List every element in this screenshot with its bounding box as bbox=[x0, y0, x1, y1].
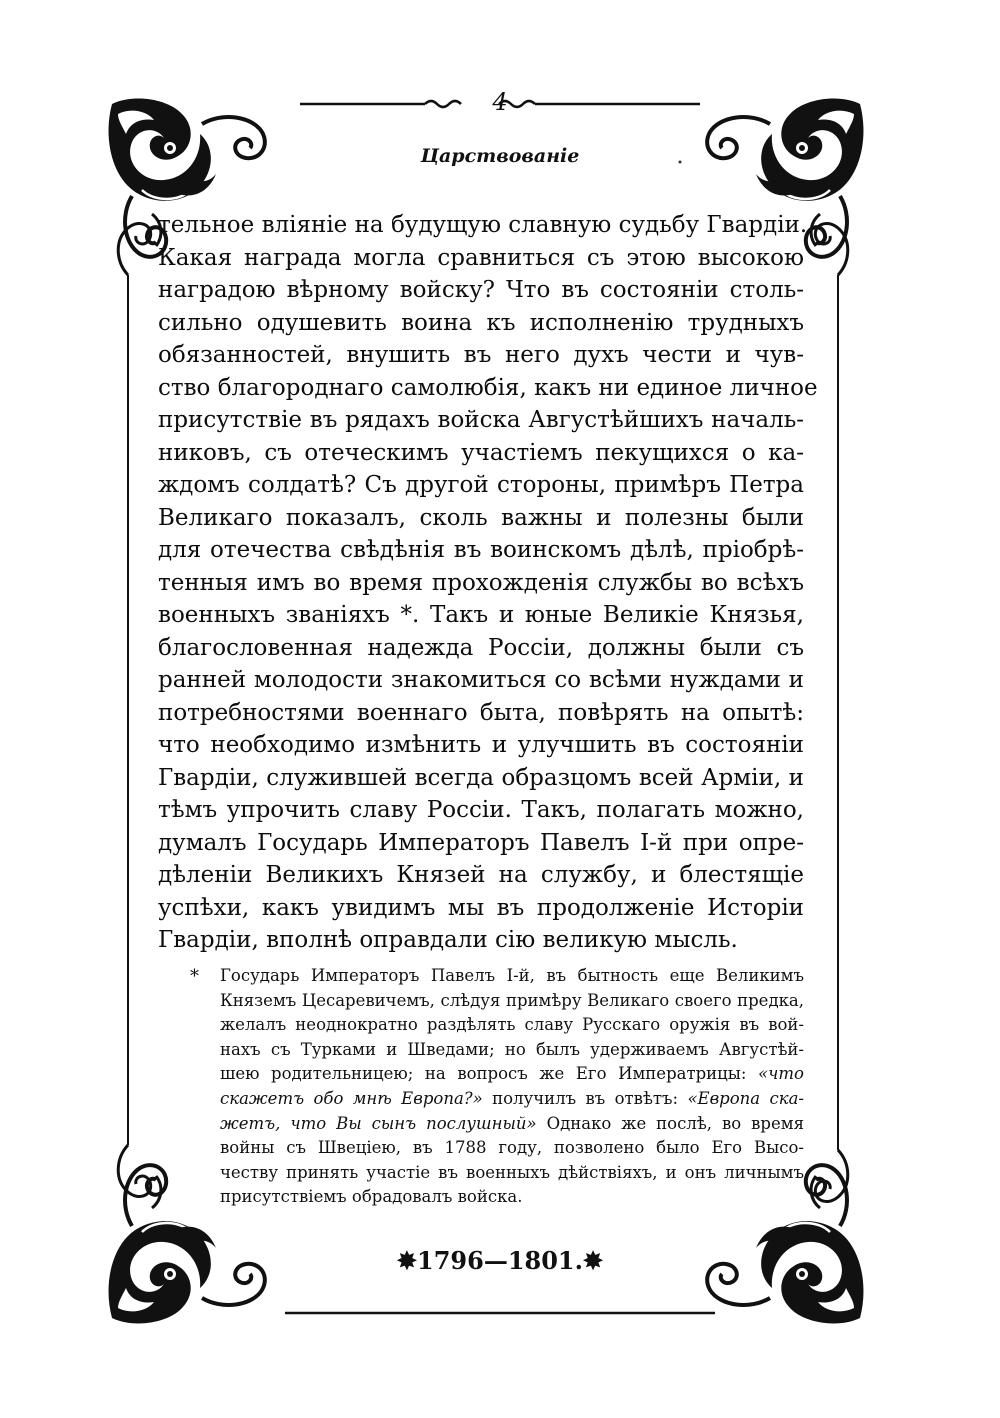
text-line: Гвардіи, служившей всегда образцомъ всей Арміи, и bbox=[158, 764, 804, 791]
text-line: успѣхи, какъ увидимъ мы въ продолженіе Исторіи bbox=[158, 894, 804, 921]
text-line: благословенная надежда Россіи, должны были съ bbox=[158, 634, 804, 661]
running-head: Царствованіе bbox=[420, 145, 580, 167]
text-line: сильно одушевить воина къ исполненію трудныхъ bbox=[158, 309, 804, 336]
footnote-line bbox=[158, 964, 804, 989]
footnote-italic-quote: жетъ, что Вы сынъ послушный» bbox=[220, 1113, 537, 1133]
footnote-text: присутствіемъ обрадовалъ войска. bbox=[220, 1187, 523, 1207]
right-top-flourish bbox=[815, 223, 847, 275]
text-line: обязанностей, внушить въ него духъ чести и чув- bbox=[158, 342, 804, 368]
text-line: наградою вѣрному войску? Что въ состояніи столь- bbox=[158, 277, 804, 303]
text-line: ранней молодости знакомиться со всѣми нуждами и bbox=[158, 667, 804, 693]
text-line: никовъ, съ отеческимъ участіемъ пекущихся о ка- bbox=[158, 439, 804, 466]
text-line: тельное вліяніе на будущую славную судьбу Гвардіи. bbox=[158, 212, 808, 238]
footnote-italic-quote: «Европа ска- bbox=[687, 1088, 804, 1108]
footnote-line bbox=[158, 1038, 804, 1063]
footnote-line bbox=[158, 1013, 804, 1038]
text-line: потребностями военнаго быта, повѣрять на опытѣ: bbox=[158, 699, 804, 726]
text-line: присутствіе въ рядахъ войска Августѣйшихъ началь- bbox=[158, 407, 804, 433]
footnote-text: войны съ Швеціею, въ 1788 году, позволено было Его Высо- bbox=[220, 1138, 804, 1158]
text-line: военныхъ званіяхъ *. Такъ и юные Великіе Князья, bbox=[158, 602, 804, 628]
footnote-text: честву принять участіе въ военныхъ дѣйствіяхъ, и онъ личнымъ bbox=[220, 1162, 804, 1182]
years-text: 1796—1801. bbox=[417, 1246, 583, 1275]
text-line: Великаго показалъ, сколь важны и полезны были bbox=[158, 504, 804, 531]
footnote-line bbox=[158, 1136, 804, 1161]
star-ornament-right: ✸ bbox=[582, 1246, 604, 1275]
footnote-line bbox=[158, 989, 804, 1014]
footnote-text: нахъ съ Турками и Шведами; но былъ удерживаемъ Августѣй- bbox=[220, 1039, 804, 1059]
footnote-line bbox=[158, 1062, 804, 1087]
footnote bbox=[158, 964, 804, 1210]
text-line: думалъ Государь Императоръ Павелъ I-й при опре- bbox=[158, 829, 804, 856]
text-line: для отечества свѣдѣнія въ воинскомъ дѣлѣ, пріобрѣ- bbox=[158, 537, 804, 563]
footnote-italic-quote: скажетъ обо мнѣ Европа?» bbox=[220, 1088, 483, 1108]
footnote-text: Однако же послѣ, во время bbox=[536, 1113, 804, 1133]
body-text bbox=[158, 209, 818, 957]
text-line: Гвардіи, вполнѣ оправдали сію великую мысль. bbox=[158, 927, 738, 953]
text-line: что необходимо измѣнить и улучшить въ состояніи bbox=[158, 732, 804, 758]
footnote-marker: * bbox=[190, 966, 199, 987]
footnote-text: Государь Императоръ Павелъ I-й, въ бытность еще Великимъ bbox=[220, 966, 804, 985]
page-number: 4 bbox=[492, 88, 508, 116]
footnote-line bbox=[158, 1087, 804, 1112]
footnote-text: Княземъ Цесаревичемъ, слѣдуя примѣру Великаго своего предка, bbox=[220, 990, 804, 1010]
text-line: тѣмъ упрочить славу Россіи. Такъ, полагать можно, bbox=[158, 797, 804, 823]
footer-years bbox=[0, 1246, 1000, 1275]
text-line: тенныя имъ во время прохожденія службы во всѣхъ bbox=[158, 569, 804, 596]
text-line: ждомъ солдатѣ? Съ другой стороны, примѣръ Петра bbox=[158, 472, 804, 498]
footnote-line bbox=[158, 1185, 804, 1210]
text-line: ство благороднаго самолюбія, какъ ни единое личное bbox=[158, 374, 818, 401]
text-line: дѣленіи Великихъ Князей на службу, и блестящіе bbox=[158, 862, 804, 888]
text-line: Какая награда могла сравниться съ этою высокою bbox=[158, 244, 804, 271]
footnote-line bbox=[158, 1112, 804, 1137]
star-ornament-left: ✸ bbox=[396, 1246, 418, 1275]
footnote-text: желалъ неоднократно раздѣлять славу Русскаго оружія въ вой- bbox=[220, 1015, 804, 1035]
footnote-text: получилъ въ отвѣтъ: bbox=[482, 1088, 688, 1108]
footnote-line bbox=[158, 1161, 804, 1186]
footnote-italic-quote: «что bbox=[758, 1064, 804, 1084]
footnote-text: шею родительницею; на вопросъ же Его Императрицы: bbox=[220, 1064, 759, 1084]
